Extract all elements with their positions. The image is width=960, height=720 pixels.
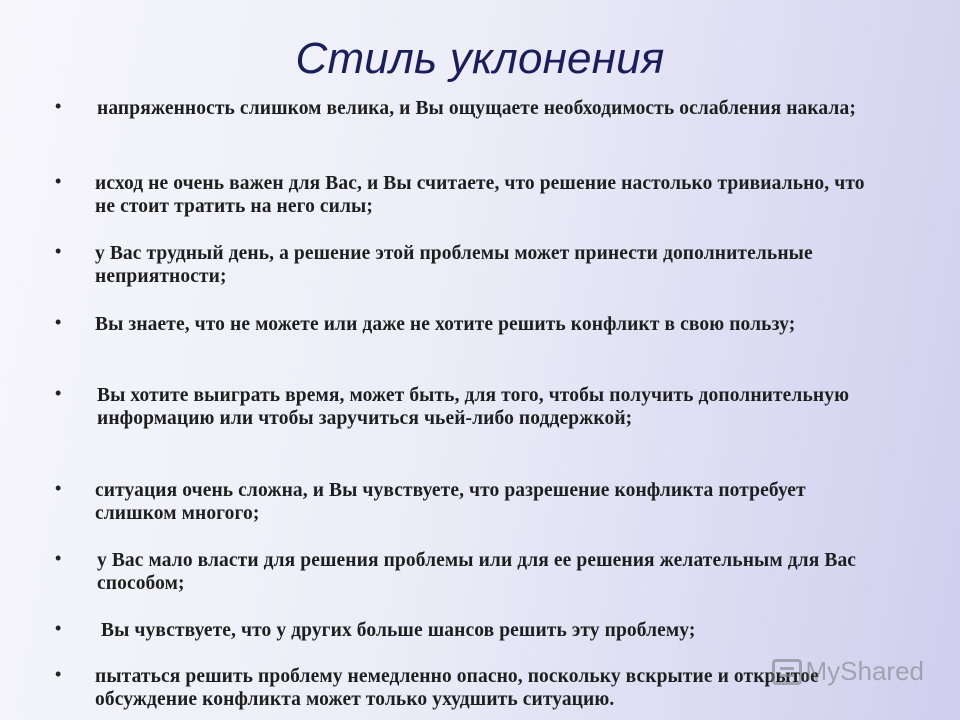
list-item-text: ситуация очень сложна, и Вы чувствуете, что разрешение конфликта потребует слишком многого; bbox=[95, 480, 806, 524]
list-item-text: у Вас мало власти для решения проблемы или для ее решения желательным для Вас способом; bbox=[97, 550, 857, 594]
bullet-icon: • bbox=[55, 664, 62, 684]
list-item-text: Вы знаете, что не можете или даже не хотите решить конфликт в свою пользу; bbox=[95, 314, 796, 335]
list-item-text: у Вас трудный день, а решение этой проблемы может принести дополнительные неприятности; bbox=[95, 243, 813, 287]
bullet-icon: • bbox=[55, 312, 62, 332]
bullet-icon: • bbox=[55, 241, 62, 261]
myshared-logo-icon bbox=[772, 659, 802, 685]
slide-title: Стиль уклонения bbox=[295, 34, 665, 83]
list-item-text: напряженность слишком велика, и Вы ощущаете необходимость ослабления накала; bbox=[97, 98, 856, 119]
list-item-text: Вы чувствуете, что у других больше шансов решить эту проблему; bbox=[101, 620, 696, 641]
list-item-text: пытаться решить проблему немедленно опасно, поскольку вскрытие и открытое обсуждение конфликта может только ухудшить ситуацию. bbox=[95, 666, 819, 710]
list-item-text: исход не очень важен для Вас, и Вы считаете, что решение настолько тривиально, что не стоит тратить на него силы; bbox=[95, 173, 865, 217]
bullet-icon: • bbox=[55, 618, 62, 638]
bullet-icon: • bbox=[55, 478, 62, 498]
watermark-text: MyShared bbox=[805, 656, 924, 686]
bullet-icon: • bbox=[55, 96, 62, 116]
bullet-icon: • bbox=[55, 548, 62, 568]
bullet-icon: • bbox=[55, 383, 62, 403]
bullet-icon: • bbox=[55, 171, 62, 191]
list-item-text: Вы хотите выиграть время, может быть, для того, чтобы получить дополнительную информацию или чтобы заручиться чьей-либо поддержкой; bbox=[97, 385, 850, 429]
watermark bbox=[772, 656, 925, 687]
